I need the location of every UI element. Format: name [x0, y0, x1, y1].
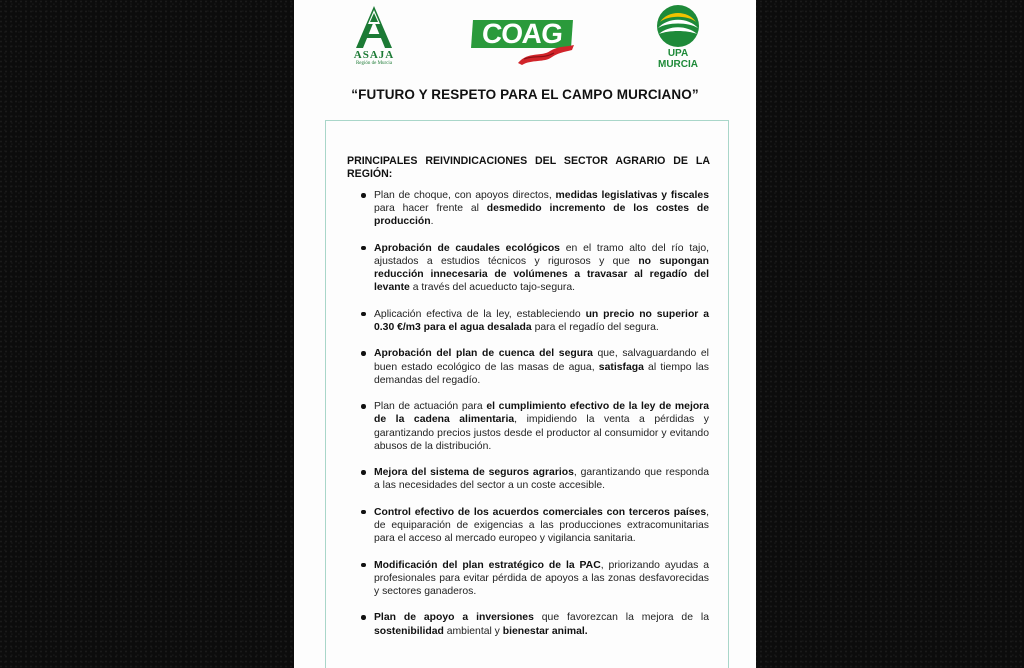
list-item — [326, 466, 730, 492]
coag-swoosh-icon — [514, 43, 576, 67]
demands-list — [326, 189, 730, 651]
bold-text: Aprobación del plan de cuenca del segura — [374, 348, 593, 360]
list-item — [326, 400, 730, 453]
section-heading: PRINCIPALES REIVINDICACIONES DEL SECTOR AGRARIO DE LA REGIÓN: — [347, 155, 710, 180]
bold-text: un precio no superior a 0.30 €/m3 para el agua desalada — [374, 308, 709, 333]
body-text: para hacer frente al — [374, 203, 487, 215]
coag-logo — [470, 17, 582, 67]
body-text: , de equiparación de exigencias a las producciones extracomunitarias para el acceso al mercado europeo y vigilancia sanitaria. — [374, 506, 709, 545]
bold-text: sostenibilidad — [374, 625, 444, 637]
document-page — [294, 0, 756, 668]
asaja-logo — [350, 4, 398, 76]
bold-text: no supongan reducción innecesaria de volúmenes a travasar al regadío del levante — [374, 256, 709, 294]
list-item — [326, 611, 730, 637]
bold-text: Modificación del plan estratégico de la PAC — [374, 559, 601, 571]
upa-name-line1: UPA — [667, 48, 689, 59]
list-item — [326, 189, 730, 229]
upa-mark-icon — [654, 4, 702, 48]
asaja-name: ASAJA — [353, 49, 395, 61]
body-text: , garantizando que responda a las necesidades del sector a un coste accesible. — [374, 467, 709, 492]
bullet-icon — [361, 510, 366, 515]
list-item — [326, 506, 730, 546]
bold-text: satisfaga — [598, 361, 644, 373]
body-text: , impidiendo la venta a pérdidas y garantizando precios justos desde el productor al consumidor y evitando abusos de la distribución. — [374, 414, 709, 452]
body-text: ambiental y — [443, 625, 503, 637]
bold-text: Control efectivo de los acuerdos comerciales con terceros países — [374, 506, 707, 518]
list-item — [326, 347, 730, 387]
upa-name-line2: MURCIA — [658, 59, 698, 70]
bold-text: medidas legislativas y fiscales — [555, 190, 709, 201]
bullet-icon — [361, 312, 366, 317]
demands-box — [325, 120, 729, 668]
bullet-icon — [361, 404, 366, 409]
upa-logo — [650, 4, 706, 72]
document-title: “FUTURO Y RESPETO PARA EL CAMPO MURCIANO” — [351, 87, 699, 102]
bold-text: Plan de apoyo a inversiones — [374, 612, 534, 624]
list-item — [326, 559, 730, 599]
body-text: a través del acueducto tajo-segura. — [409, 282, 576, 294]
body-text: que favorezcan la mejora de la — [533, 612, 709, 624]
bullet-icon — [361, 351, 366, 356]
bold-text: el cumplimiento efectivo de la ley de mejora de la cadena alimentaria — [374, 401, 709, 426]
body-text: al tiempo las demandas del regadío. — [374, 361, 710, 386]
body-text: Plan de actuación para — [374, 401, 487, 413]
bullet-icon — [361, 470, 366, 475]
body-text: que, salvaguardando el buen estado ecológico de las masas de agua, — [374, 348, 709, 373]
bullet-icon — [361, 246, 366, 251]
list-item — [326, 308, 730, 334]
body-text: Aplicación efectiva de la ley, estableciendo — [374, 308, 586, 320]
coag-name: COAG — [471, 20, 573, 48]
bold-text: bienestar animal. — [502, 625, 588, 637]
bold-text: Mejora del sistema de seguros agrarios — [374, 467, 574, 479]
body-text: , priorizando ayudas a profesionales para evitar pérdida de apoyos a las zonas desfavorecidas y sectores ganaderos. — [374, 559, 709, 597]
asaja-mark-icon — [352, 4, 396, 50]
body-text: Plan de choque, con apoyos directos, — [374, 190, 556, 201]
body-text: para el regadío del segura. — [531, 322, 659, 333]
bold-text: Aprobación de caudales ecológicos — [374, 242, 560, 254]
bold-text: desmedido incremento de los costes de producción — [374, 203, 709, 228]
list-item — [326, 242, 730, 295]
body-text: . — [430, 216, 434, 228]
bullet-icon — [361, 193, 366, 198]
asaja-subtitle: Región de Murcia — [355, 61, 393, 66]
bullet-icon — [361, 615, 366, 620]
body-text: en el tramo alto del río tajo, ajustados a estudios técnicos y rigurosos y que — [374, 242, 709, 267]
bullet-icon — [361, 563, 366, 568]
logo-header — [294, 0, 756, 80]
